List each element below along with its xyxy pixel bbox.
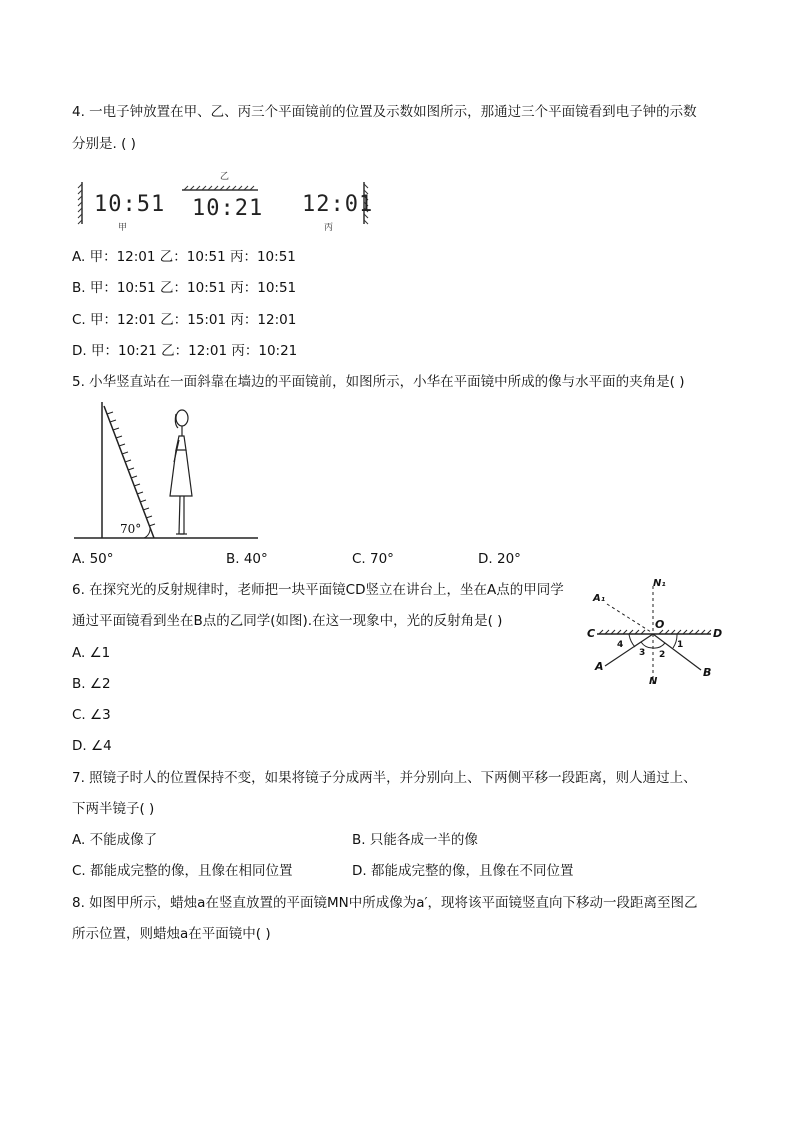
q5-option-c[interactable]: C. 70° [352, 551, 394, 567]
girl-figure [170, 410, 192, 534]
label-angle-1: 1 [677, 640, 684, 650]
q4-option-d[interactable]: D. 甲：10:21 乙：12:01 丙：10:21 [72, 343, 298, 359]
q7-stem-line2: 下两半镜子( ) [72, 801, 155, 817]
q7-option-b[interactable]: B. 只能各成一半的像 [352, 832, 478, 848]
q6-option-b[interactable]: B. ∠2 [72, 676, 111, 692]
label-angle-3: 3 [639, 648, 646, 658]
q4-stem-line2: 分别是. ( ) [72, 136, 136, 152]
q7-option-a[interactable]: A. 不能成像了 [72, 832, 158, 848]
label-n1: N₁ [653, 578, 666, 589]
label-n: N [649, 676, 658, 687]
q6-figure [583, 580, 728, 692]
label-yi: 乙 [220, 172, 230, 182]
q6-option-d[interactable]: D. ∠4 [72, 738, 112, 754]
q5-option-b[interactable]: B. 40° [226, 551, 268, 567]
q4-option-c[interactable]: C. 甲：12:01 乙：15:01 丙：12:01 [72, 312, 297, 328]
q6-stem-line1: 6. 在探究光的反射规律时，老师把一块平面镜CD竖立在讲台上，坐在A点的甲同学 [72, 582, 564, 598]
q4-option-b[interactable]: B. 甲：10:51 乙：10:51 丙：10:51 [72, 280, 297, 296]
clock-yi: 10:21 [192, 196, 264, 221]
label-a: A [595, 660, 604, 673]
q7-option-d[interactable]: D. 都能成完整的像，且像在不同位置 [352, 863, 574, 879]
q7-option-c[interactable]: C. 都能成完整的像，且像在相同位置 [72, 863, 293, 879]
label-o: O [655, 618, 665, 631]
label-c: C [587, 627, 596, 640]
q4-stem-line1: 4. 一电子钟放置在甲、乙、丙三个平面镜前的位置及示数如图所示，那通过三个平面镜看到电子钟的示数 [72, 104, 697, 120]
label-b: B [703, 666, 712, 679]
q4-figure [72, 168, 382, 234]
q5-option-a[interactable]: A. 50° [72, 551, 114, 567]
wall-mirror-diagram [72, 400, 262, 545]
label-a1: A₁ [593, 593, 606, 604]
q6-stem-line2: 通过平面镜看到坐在B点的乙同学(如图).在这一现象中，光的反射角是( ) [72, 613, 503, 629]
q5-stem: 5. 小华竖直站在一面斜靠在墙边的平面镜前，如图所示，小华在平面镜中所成的像与水平面的夹角是( ) [72, 374, 685, 390]
q7-stem-line1: 7. 照镜子时人的位置保持不变，如果将镜子分成两半，并分别向上、下两侧平移一段距离，则人通过上、 [72, 770, 697, 786]
clock-bing: 12:01 [302, 192, 374, 217]
q8-stem-line1: 8. 如图甲所示，蜡烛a在竖直放置的平面镜MN中所成像为a′，现将该平面镜竖直向下移动一段距离至图乙 [72, 895, 698, 911]
label-angle-2: 2 [659, 650, 666, 660]
q4-option-a[interactable]: A. 甲：12:01 乙：10:51 丙：10:51 [72, 249, 296, 265]
q5-option-d[interactable]: D. 20° [478, 551, 521, 567]
label-jia: 甲 [118, 223, 128, 233]
q6-option-a[interactable]: A. ∠1 [72, 645, 111, 661]
q8-stem-line2: 所示位置，则蜡烛a在平面镜中( ) [72, 926, 271, 942]
label-bing: 丙 [324, 223, 334, 233]
angle-label: 70° [120, 522, 142, 536]
q5-figure [72, 400, 262, 545]
label-d: D [713, 627, 723, 640]
label-angle-4: 4 [617, 640, 624, 650]
clock-jia: 10:51 [94, 192, 166, 217]
q6-option-c[interactable]: C. ∠3 [72, 707, 111, 723]
